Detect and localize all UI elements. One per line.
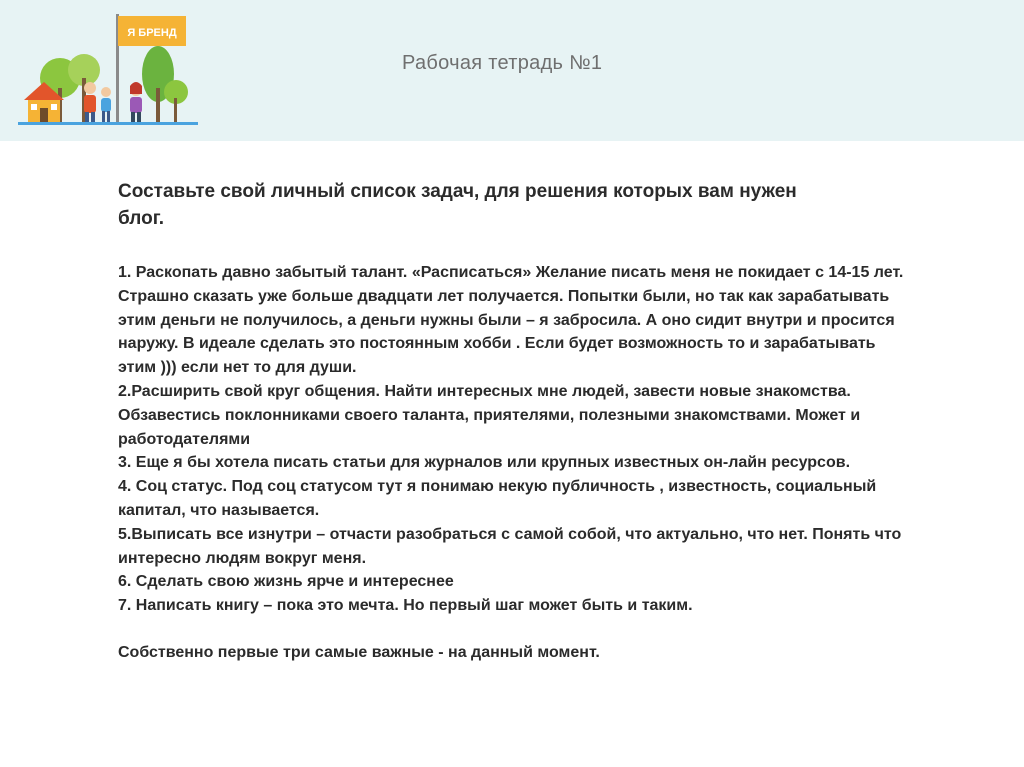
task-item-6: 6. Сделать свою жизнь ярче и интереснее xyxy=(118,573,454,591)
brand-flag-label: Я БРЕНД xyxy=(127,27,177,39)
main-content xyxy=(118,178,918,665)
brand-logo-illustration xyxy=(18,8,198,132)
conclusion-text: Собственно первые три самые важные - на данный момент. xyxy=(118,643,600,661)
task-item-3: 3. Еще я бы хотела писать статьи для журналов или крупных известных он-лайн ресурсов. xyxy=(118,454,851,472)
task-item-2: 2.Расширить свой круг общения. Найти интересных мне людей, завести новые знакомства. Обзавестись поклонниками своего таланта, приятелями, полезными знакомствами. Может и работодателями xyxy=(118,382,861,448)
task-item-7: 7. Написать книгу – пока это мечта. Но первый шаг может быть и таким. xyxy=(118,597,693,615)
page-heading: Составьте свой личный список задач, для решения которых вам нужен блог. xyxy=(118,181,797,229)
task-item-5: 5.Выписать все изнутри – отчасти разобраться с самой собой, что актуально, что нет. Понять что интересно людям вокруг меня. xyxy=(118,525,902,567)
task-item-4: 4. Соц статус. Под соц статусом тут я понимаю некую публичность , известность, социальный капитал, что называется. xyxy=(118,478,877,519)
workbook-title: Рабочая тетрадь №1 xyxy=(402,52,603,74)
task-item-1: 1. Раскопать давно забытый талант. «Расписаться» Желание писать меня не покидает с 14-15 лет. Страшно сказать уже больше двадцати лет получается. Попытки были, но так как зарабатывать этим деньги не получилось, а деньги нужны были – я забросила. А оно сидит внутри и просится наружу. В идеале сделать это постоянным хобби . Если будет возможность то и зарабатывать этим ))) если нет то для души. xyxy=(118,264,904,377)
header-banner xyxy=(0,0,1024,141)
task-list xyxy=(118,261,918,618)
